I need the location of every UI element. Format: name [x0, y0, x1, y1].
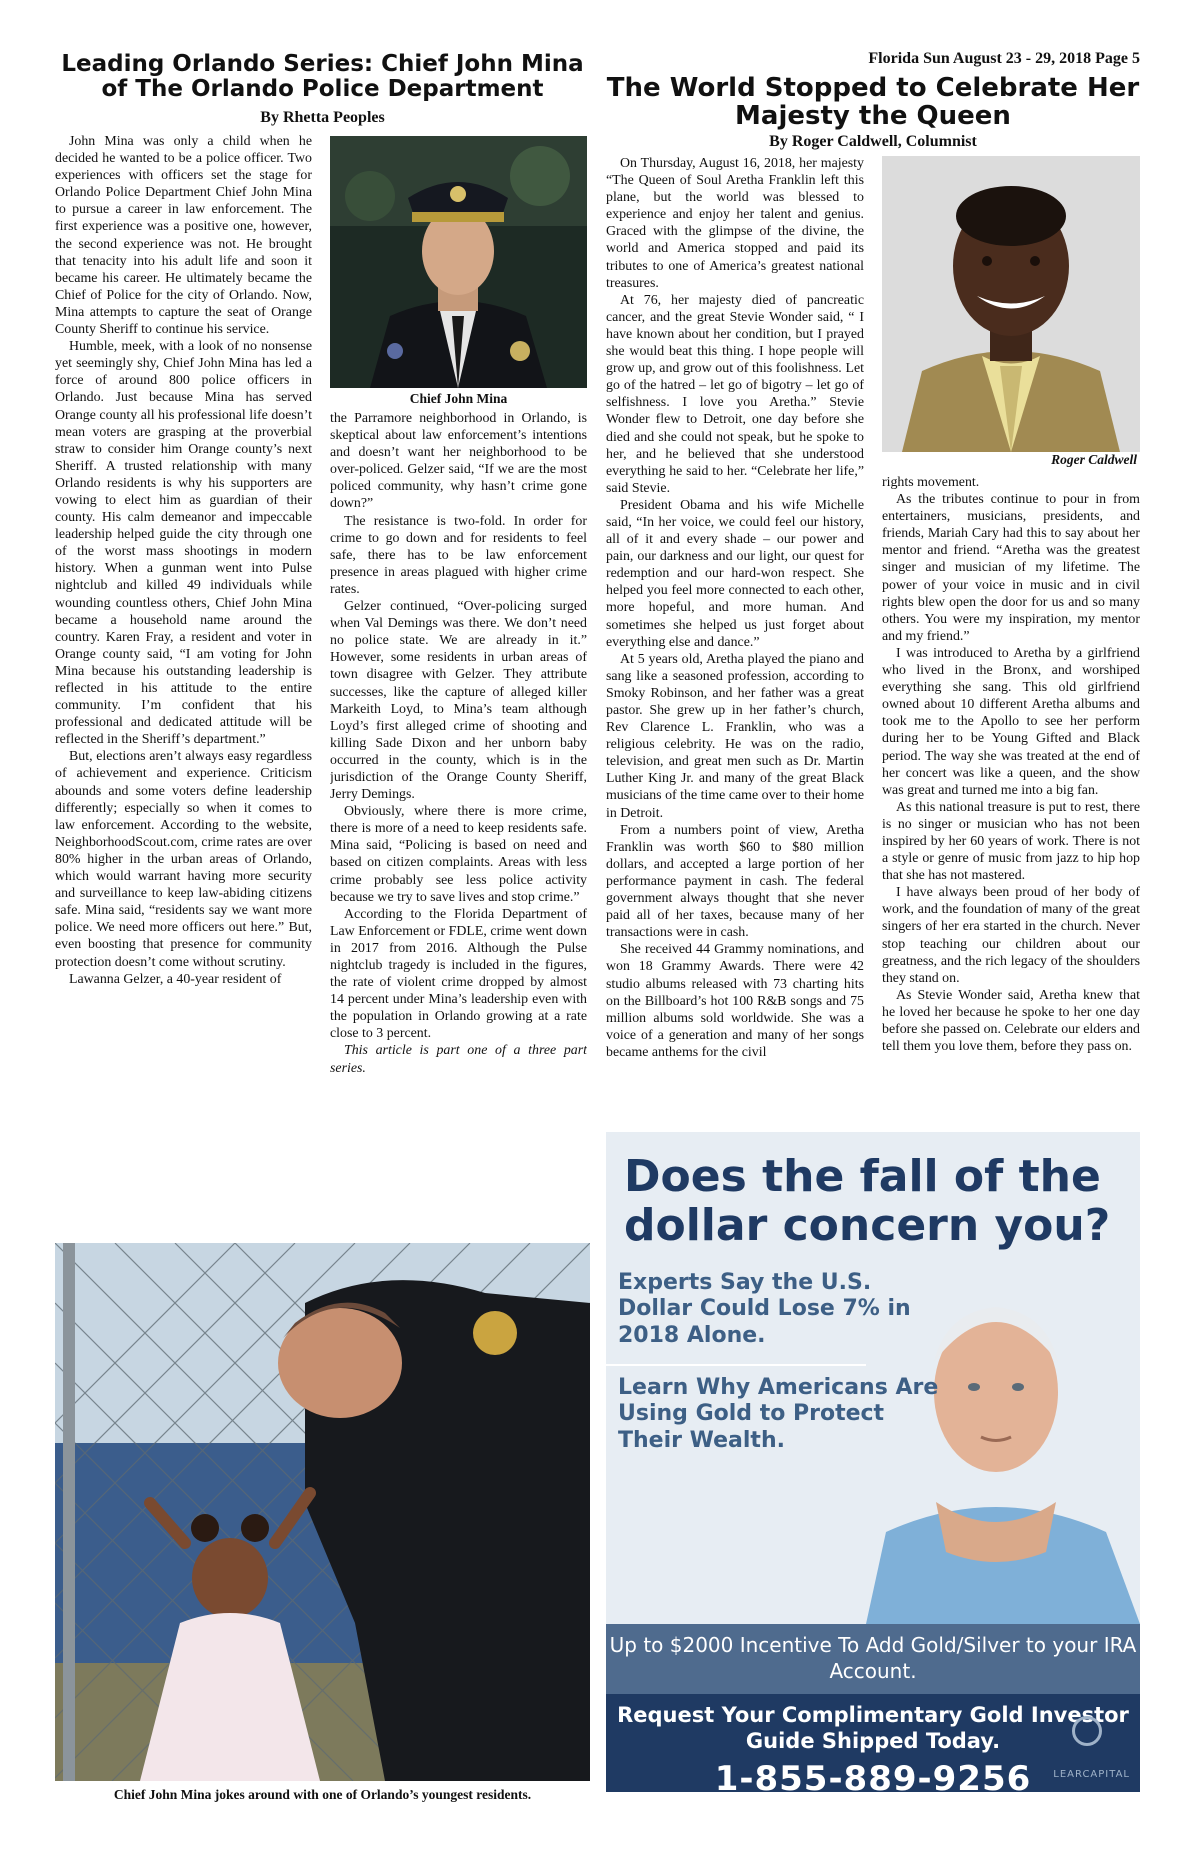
- article2-column-2: [882, 474, 1140, 1130]
- ad-cta-text: Request Your Complimentary Gold Investor Guide Shipped Today.: [617, 1703, 1129, 1754]
- paragraph: The resistance is two-fold. In order for crime to go down and for residents to feel safe, there has to be law enforcement presence in areas plagued with higher crime rates.: [330, 513, 587, 597]
- article1-column-2: [330, 410, 587, 1210]
- paragraph: Obviously, where there is more crime, there is more of a need to keep residents safe. Mina said, “Policing is based on need and based on citizen complaints. Areas with less crime probably see less police activity because we try to save lives and stop crime.”: [330, 804, 587, 905]
- paragraph: President Obama and his wife Michelle said, “In her voice, we could feel our history, all of it and every shade – our power and pain, our darkness and our light, our quest for redemption and our hard-won respect. She helped you feel more connected to each other, more hopeful, and more human. And sometimes she helped us just forget about everything else and dance.”: [606, 497, 864, 650]
- paragraph: I was introduced to Aretha by a girlfriend who lived in the Bronx, and worshiped everything she sang. This old girlfriend owned about 10 different Aretha albums and took me to the Apollo to see her perform during her to be Young Gifted and Black period. The way she was treated at the end of her concert was like a queen, and the show was great and turned me into a big fan.: [882, 645, 1140, 798]
- article1-bottom-caption: Chief John Mina jokes around with one of Orlando’s youngest residents.: [113, 1787, 532, 1802]
- ad-incentive-band: Up to $2000 Incentive To Add Gold/Silver to your IRA Account.: [606, 1624, 1140, 1694]
- article1-photo-caption: Chief John Mina: [409, 391, 508, 406]
- gold-ira-advertisement[interactable]: [606, 1132, 1140, 1792]
- masthead: Florida Sun August 23 - 29, 2018 Page 5: [868, 50, 1140, 67]
- chief-mina-portrait: [330, 136, 587, 388]
- series-note: This article is part one of a three part series.: [330, 1043, 587, 1076]
- lear-logo-icon: [1072, 1716, 1102, 1746]
- ad-headline: Does the fall of the dollar concern you?: [624, 1151, 1111, 1252]
- paragraph: Lawanna Gelzer, a 40-year resident of: [69, 971, 282, 987]
- paragraph: She received 44 Grammy nominations, and won 18 Grammy Awards. There were 42 studio albums released with 73 charting hits on the Billboard’s hot 100 R&B songs and 75 million albums sold worldwide. She was a voice of a generation and many of her songs became anthems for the civil: [606, 942, 864, 1060]
- paragraph: At 5 years old, Aretha played the piano and sang like a seasoned profession, according to Smoky Robinson, and her father was a great pastor. She grew up in her father’s church, Rev Clarence L. Franklin, who was a religious celebrity. He was on the radio, television, and great men such as Dr. Martin Luther King Jr. and many of the great Black musicians of the time came over to their home in Detroit.: [606, 651, 864, 821]
- article2-column-1: [606, 155, 864, 1130]
- paragraph: According to the Florida Department of Law Enforcement or FDLE, crime went down in 2017 from 2016. Although the Pulse nightclub tragedy is included in the figures, the rate of violent crime dropped by almost 14 percent under Mina’s leadership even with the population in Orlando growing at a rate close to 3 percent.: [330, 906, 587, 1042]
- paragraph: At 76, her majesty died of pancreatic cancer, and the great Stevie Wonder said, “ I have known about her condition, but I prayed she would beat this thing. I hope people will grow up, and grow out of this foolishness. Let go of the hatred – let go of bigotry – let go of selfishness. I love you Aretha.” Stevie Wonder flew to Detroit, one day before she died and she could not speak, but he spoke to her, and he believed that she understood everything he said to her. “Celebrate her life,” said Stevie.: [606, 292, 864, 496]
- paragraph: As the tributes continue to pour in from entertainers, musicians, presidents, and friends, Mariah Cary had this to say about her mentor and friend. “Aretha was the greatest singer and musician of my lifetime. The power of your voice in music and in civil rights blew open the door for us and so many others. You were my inspiration, my mentor and my friend.”: [882, 492, 1140, 644]
- paragraph: Humble, meek, with a look of no nonsense yet seemingly shy, Chief John Mina has led a force of around 800 police officers in Orlando. Just because Mina has served Orange county all his professional life doesn’t mean voters are grasping at the proverbial straw to consider him Orange county’s next Sheriff. A trusted relationship with many Orlando residents is why his supporters are vowing to elect him as guardian of their county. His calm demeanor and impeccable leadership helped guide the city through one of the worst mass shootings in modern history. When a gunman went into Pulse nightclub and killed 49 individuals while wounding countless others, Chief John Mina became a household name around the country. Karen Fray, a resident and voter in Orange county said, “I am voting for John Mina because his outstanding leadership is reflected in his attitude to the entire community. I’m confident that his professional and dedicated attitude will be reflected in the Sheriff’s department.”: [55, 339, 312, 748]
- paragraph: the Parramore neighborhood in Orlando, is skeptical about law enforcement’s intentions and doesn’t want her neighborhood to be over-policed. Gelzer said, “If we are the most policed community, why hasn’t crime gone down?”: [330, 411, 587, 512]
- roger-caldwell-portrait: [882, 156, 1140, 452]
- ad-phone-number[interactable]: 1-855-889-9256: [714, 1758, 1032, 1792]
- ad-cta-band[interactable]: [606, 1694, 1140, 1792]
- ad-subhead-1: Experts Say the U.S. Dollar Could Lose 7% in 2018 Alone.: [618, 1270, 911, 1348]
- paragraph: rights movement.: [882, 475, 980, 490]
- article1-byline: By Rhetta Peoples: [260, 109, 385, 126]
- paragraph: I have always been proud of her body of work, and the foundation of many of the great singers of her era started in the church. Never stop teaching our children about our greatness, and the rich legacy of the shoulders they stand on.: [882, 885, 1140, 986]
- paragraph: As Stevie Wonder said, Aretha knew that he loved her because he spoke to her one day before she passed on. Celebrate our elders and tell them you love them, before they pass on.: [882, 987, 1140, 1055]
- ad-brand: LEARCAPITAL: [1053, 1769, 1130, 1780]
- article2-photo-caption: Roger Caldwell: [1051, 452, 1137, 467]
- ad-subhead-2: Learn Why Americans Are Using Gold to Protect Their Wealth.: [618, 1375, 939, 1453]
- paragraph: As this national treasure is put to rest, there is no singer or musician who has not been inspired by her 60 years of work. There is not a style or genre of music from jazz to hip hop that she has not mastered.: [882, 799, 1140, 884]
- paragraph: John Mina was only a child when he decided he wanted to be a police officer. Two experiences with officers set the stage for Orlando Police Department Chief John Mina to pursue a career in law enforcement. The first experience was a positive one, however, the second experience was not. He brought that tenacity into his adult life and soon it became his career. He ultimately became the Chief of Police for the city of Orlando. Now, Mina attempts to capture the seat of Orange County Sheriff to continue his service.: [55, 134, 312, 338]
- paragraph: But, elections aren’t always easy regardless of achievement and experience. Criticism abounds and some voters define leadership differently; especially so when it comes to law enforcement. According to the website, NeighborhoodScout.com, crime rates are over 80% higher in the urban areas of Orlando, which would warrant having more security and surveillance to keep law-abiding citizens safe. Mina said, “residents say we want more police. We need more officers out here.” But, even boosting that presence for community protection doesn’t come without scrutiny.: [55, 749, 312, 970]
- paragraph: From a numbers point of view, Aretha Franklin was worth $60 to $80 million dollars, and accepted a large portion of her performance payment in cash. The federal government always thought that she never paid all of her taxes, because many of her transactions were in cash.: [606, 822, 864, 941]
- chief-with-child-photo: [55, 1243, 590, 1781]
- article1-column-1: [55, 133, 312, 1231]
- paragraph: Gelzer continued, “Over-policing surged when Val Demings was there. We don’t need no police state. We are already in it.” However, some residents in urban areas of town disagree with Gelzer. They attribute successes, like the capture of alleged killer Markeith Loyd, to Mina’s team although Loyd’s first alleged crime of shooting and killing Sade Dixon and her unborn baby occurred in the county, which is in the jurisdiction of the Orange County Sheriff, Jerry Demings.: [330, 599, 587, 803]
- paragraph: On Thursday, August 16, 2018, her majesty “The Queen of Soul Aretha Franklin left this plane, but the world was blessed to experience and enjoy her talent and genius. Graced with the glimpse of the divine, the world and America stopped and paid its tributes to one of America’s greatest national treasures.: [606, 156, 864, 291]
- article2-byline: By Roger Caldwell, Columnist: [769, 133, 977, 150]
- article2-headline: The World Stopped to Celebrate Her Majesty the Queen: [606, 73, 1140, 132]
- article1-headline: Leading Orlando Series: Chief John Mina of The Orlando Police Department: [61, 51, 584, 102]
- ad-divider: [606, 1364, 866, 1366]
